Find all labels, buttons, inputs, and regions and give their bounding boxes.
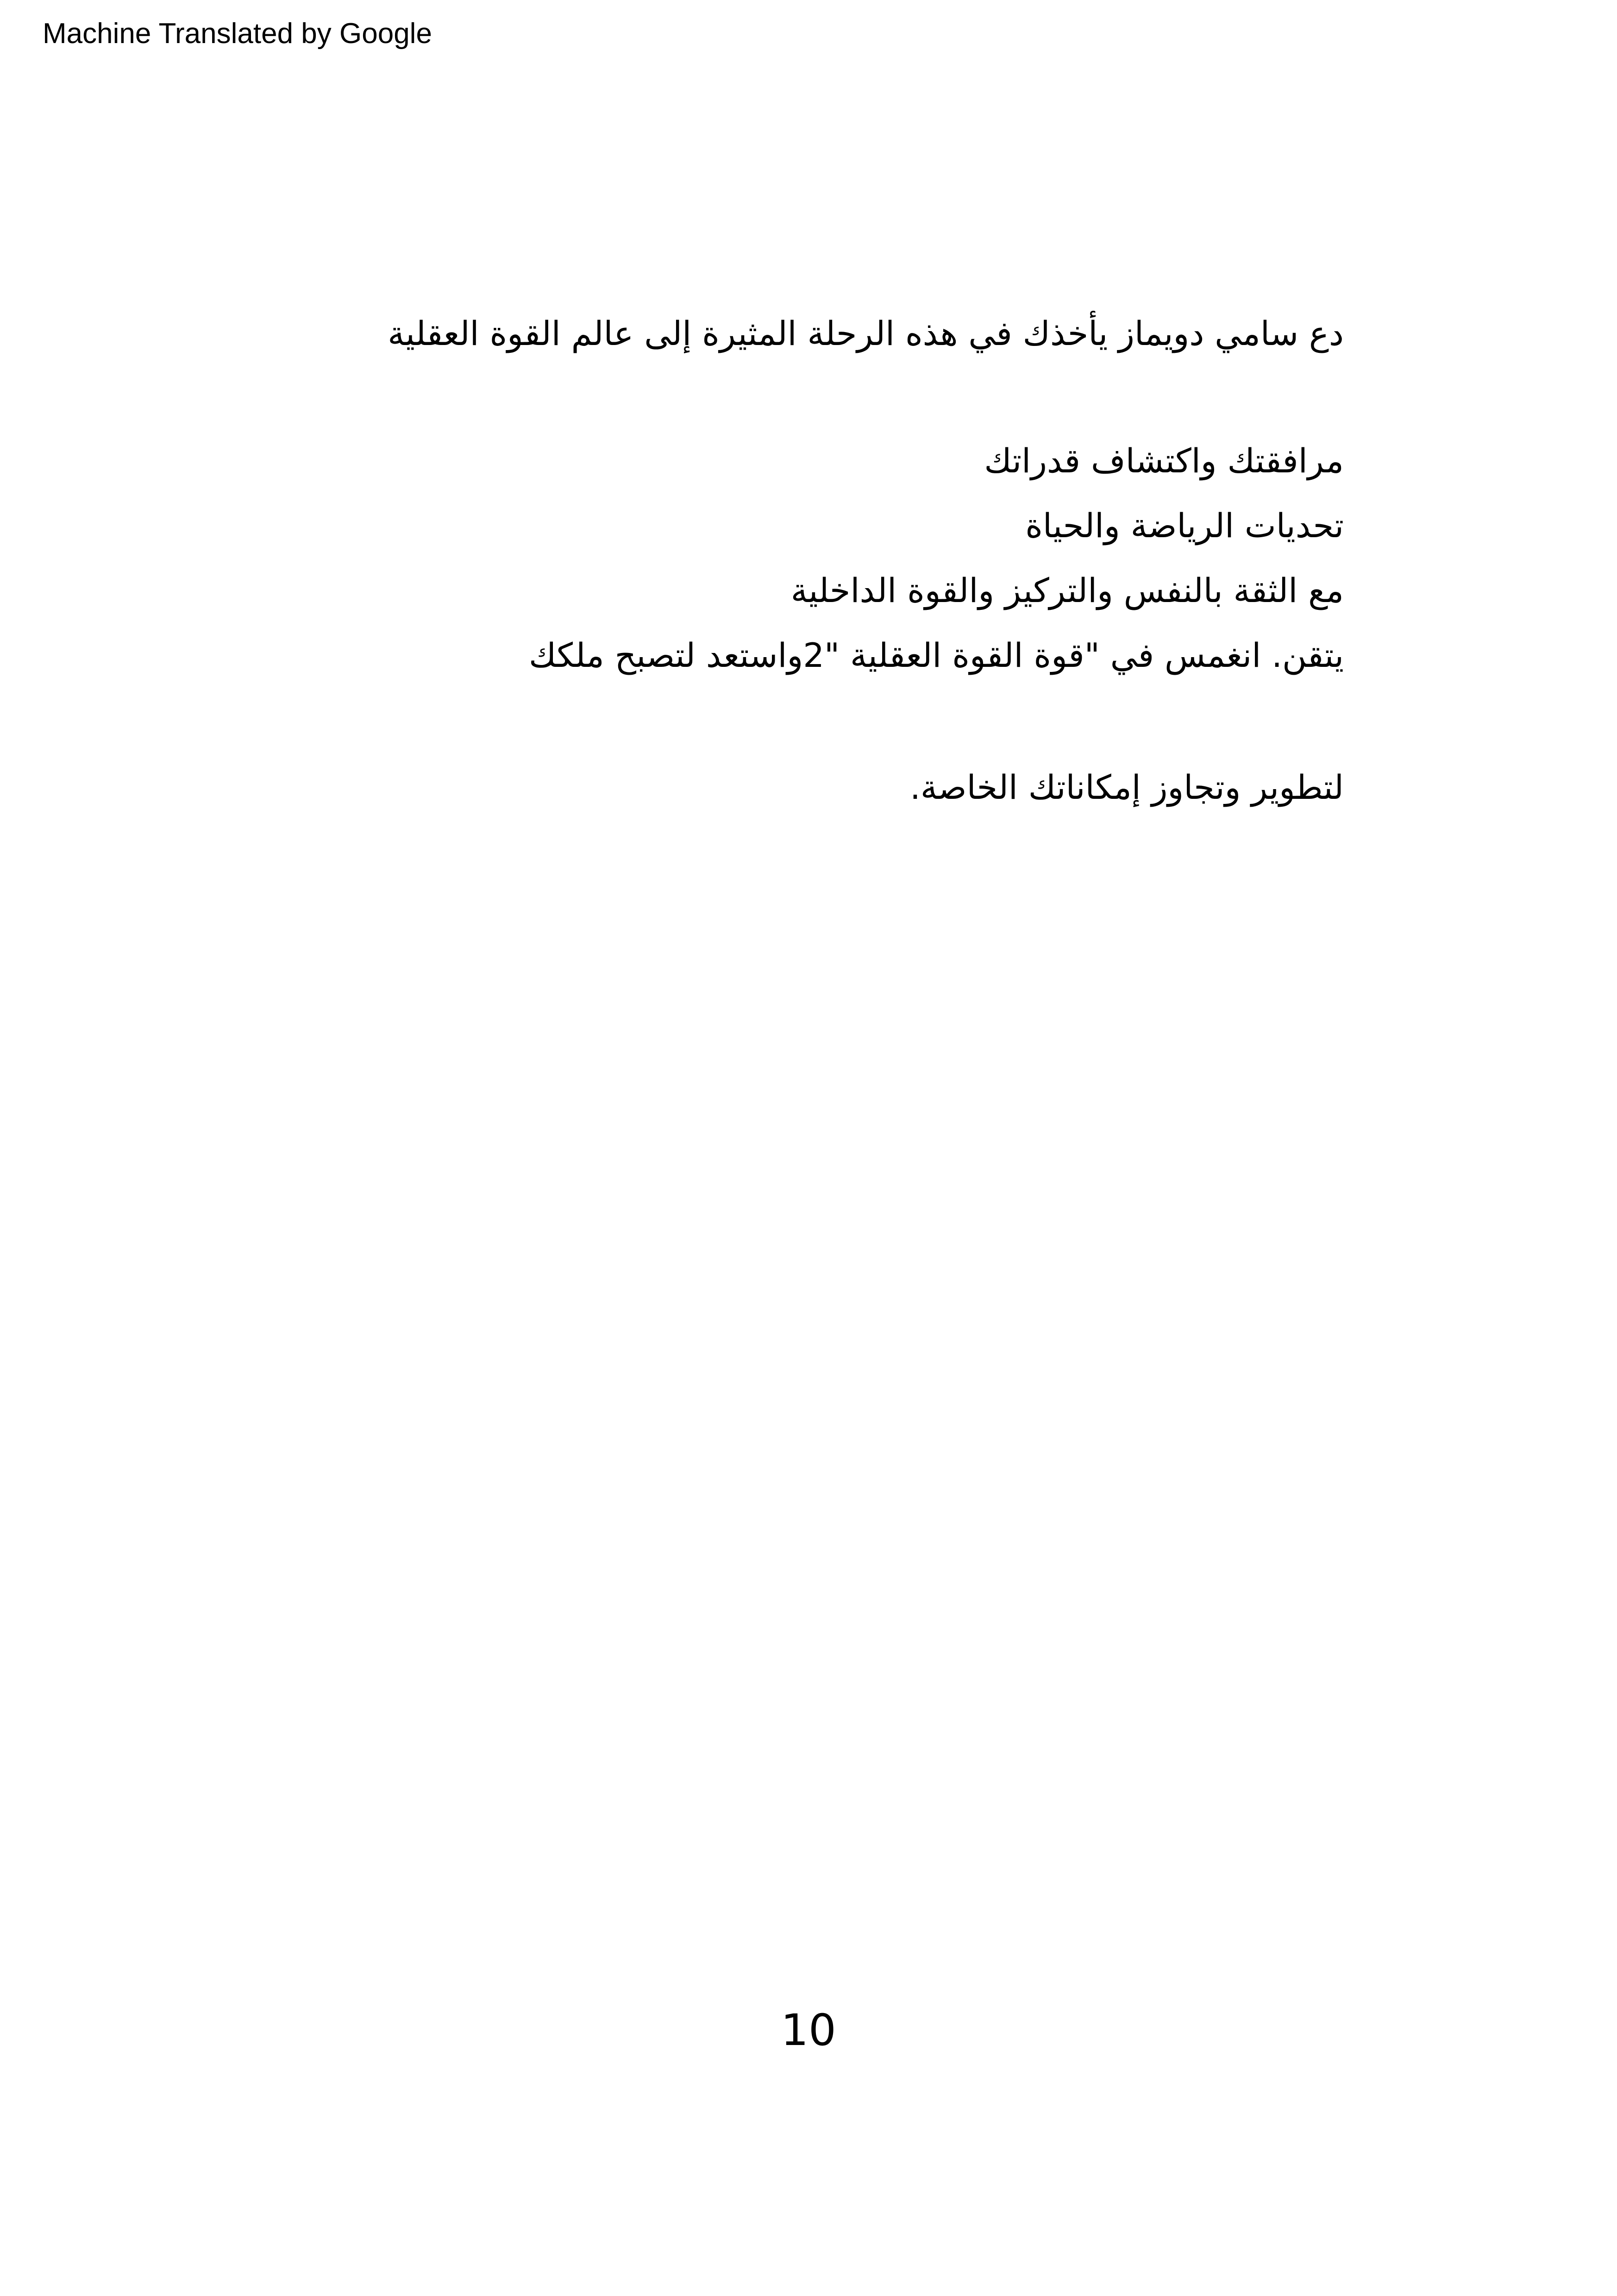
body-paragraph bbox=[371, 428, 1344, 688]
closing-line: لتطوير وتجاوز إمكاناتك الخاصة. bbox=[909, 768, 1344, 807]
body-line-1: مرافقتك واكتشاف قدراتك bbox=[984, 441, 1344, 480]
intro-line: دع سامي دويماز يأخذك في هذه الرحلة المثيرة إلى عالم القوة العقلية bbox=[388, 314, 1344, 353]
machine-translation-notice: Machine Translated by Google bbox=[43, 18, 432, 50]
closing-paragraph bbox=[371, 755, 1344, 820]
body-line-2: تحديات الرياضة والحياة bbox=[1025, 506, 1344, 545]
page-number: 10 bbox=[781, 2005, 836, 2056]
intro-paragraph bbox=[371, 301, 1344, 366]
body-line-3: مع الثقة بالنفس والتركيز والقوة الداخلية bbox=[790, 571, 1344, 610]
body-line-4: يتقن. انغمس في "قوة القوة العقلية "2واستعد لتصبح ملكك bbox=[528, 636, 1344, 675]
